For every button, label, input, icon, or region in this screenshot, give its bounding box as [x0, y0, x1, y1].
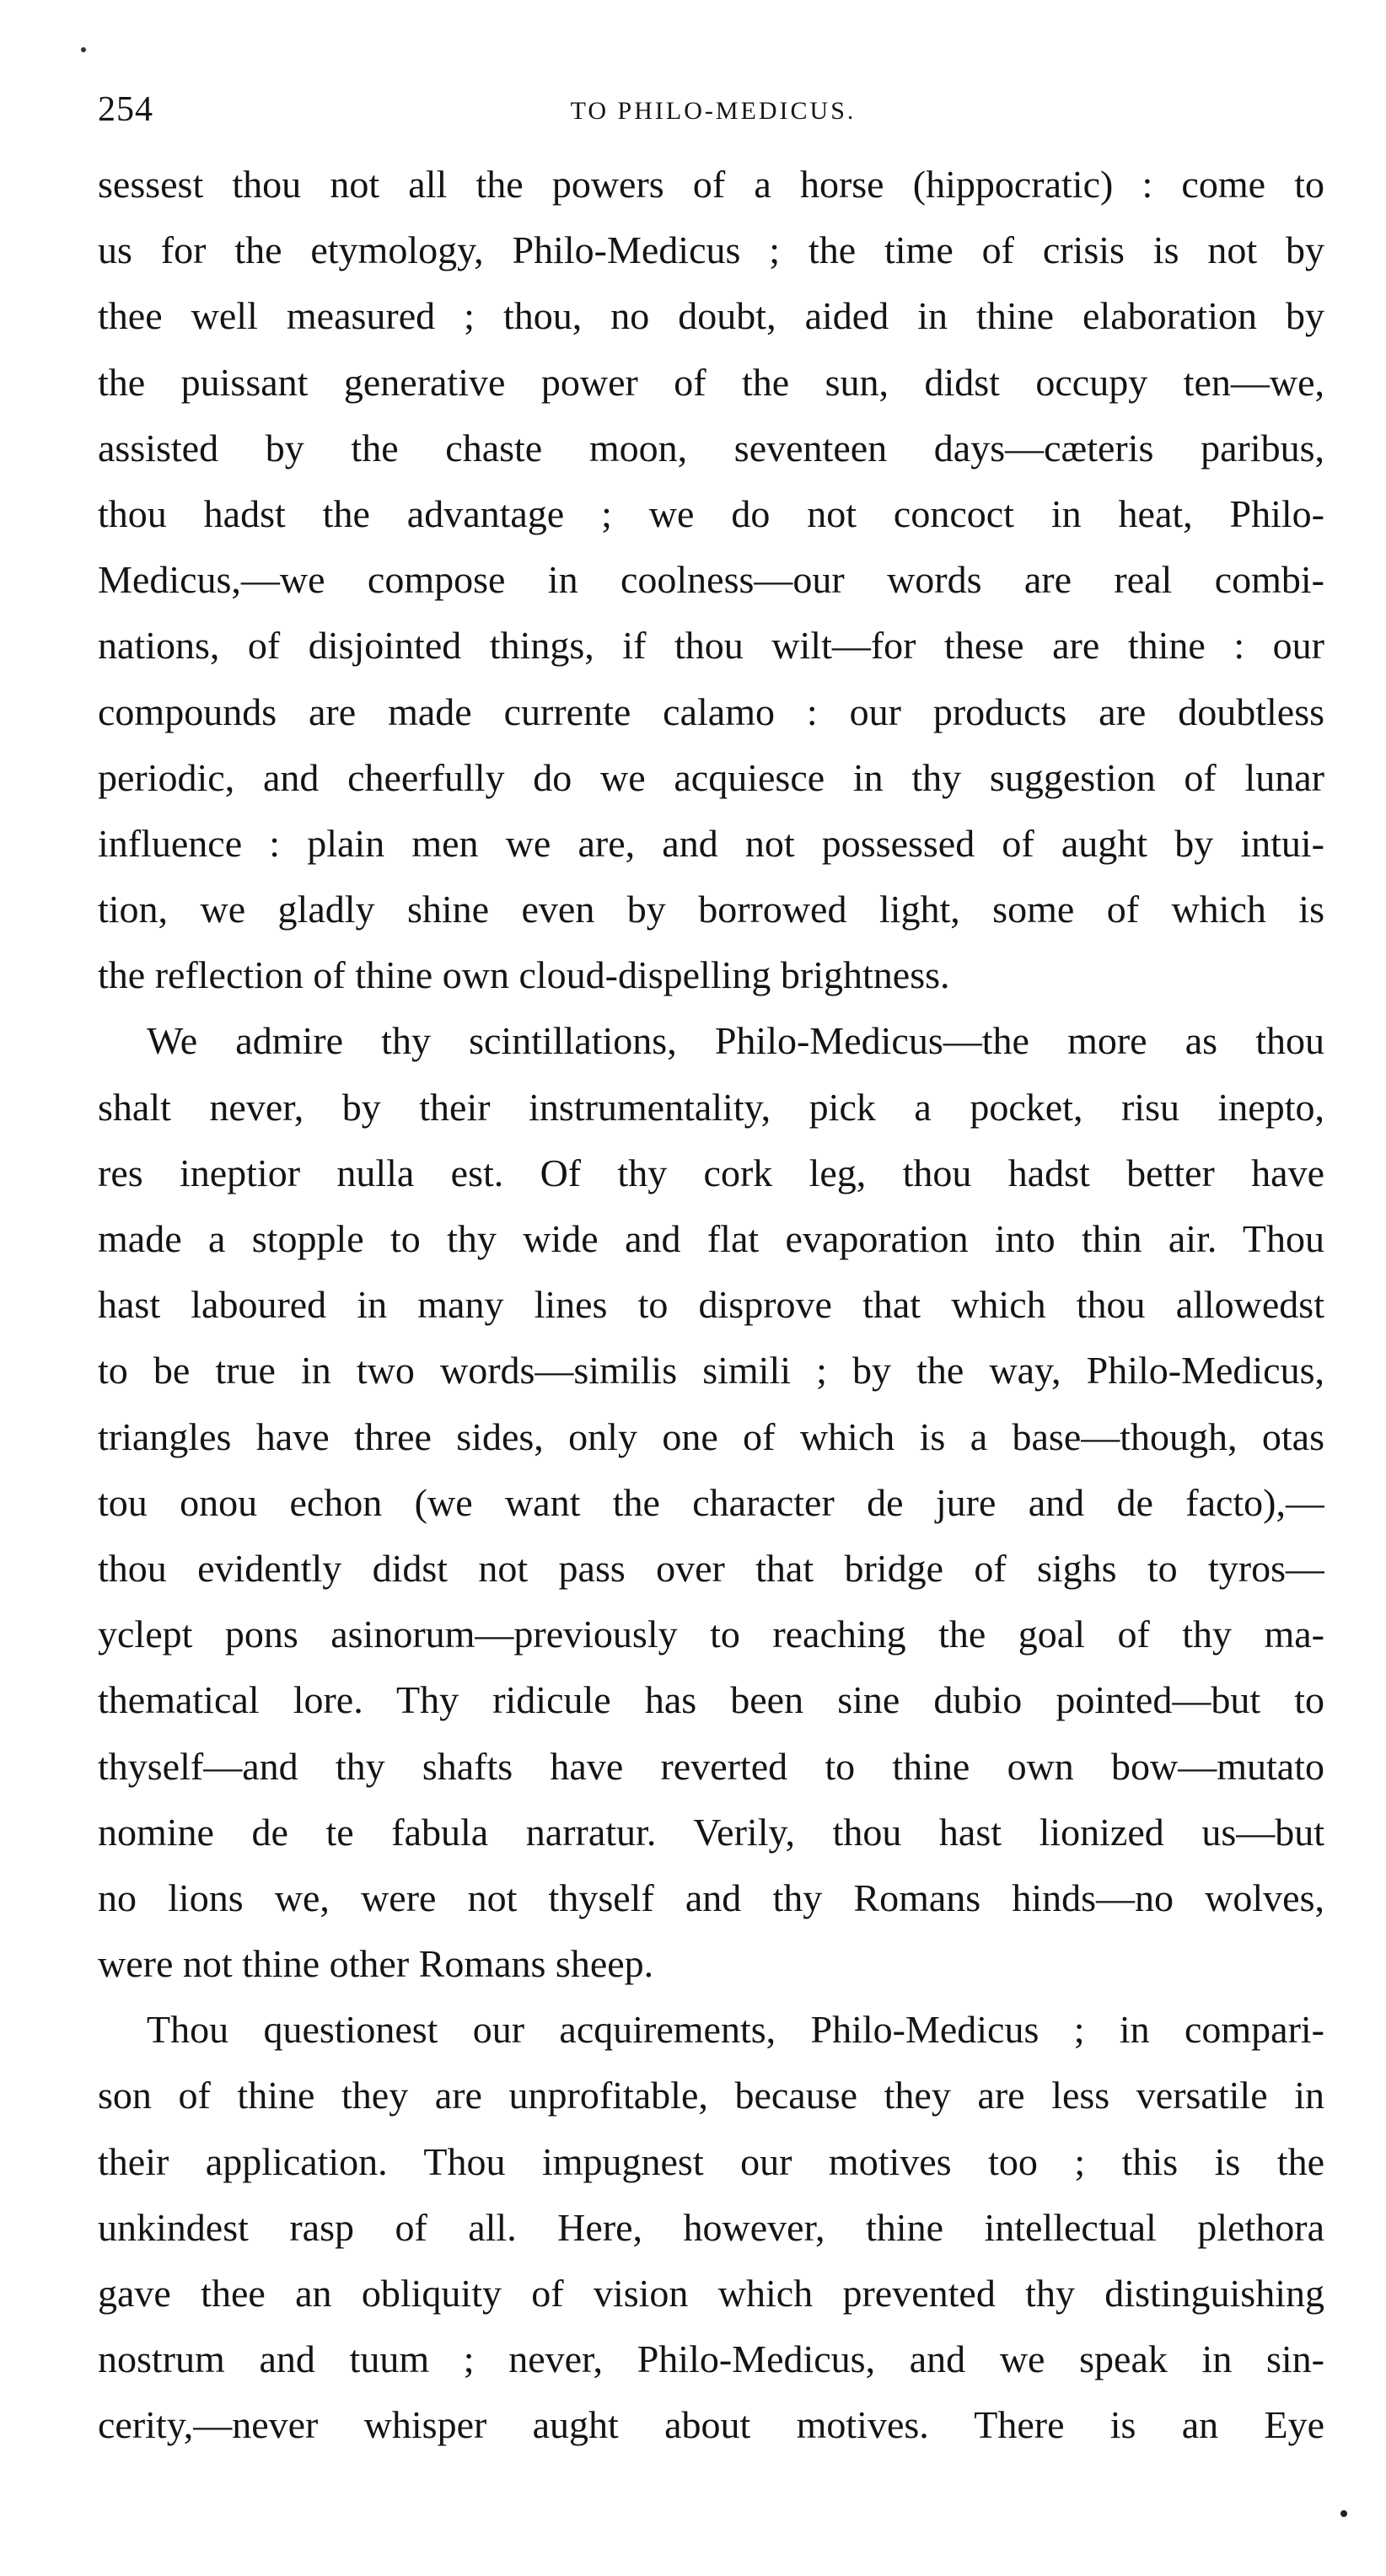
- text-line: made a stopple to thy wide and flat evaporation into thin air. Thou: [98, 1217, 1324, 1260]
- ink-speck: [81, 47, 86, 52]
- text-line: thou hadst the advantage ; we do not concoct in heat, Philo-: [98, 491, 1324, 535]
- text-line: tion, we gladly shine even by borrowed light, some of which is: [98, 888, 1324, 931]
- text-line: sessest thou not all the powers of a horse (hippocratic) : come to: [98, 163, 1324, 206]
- text-line: periodic, and cheerfully do we acquiesce in thy suggestion of lunar: [98, 755, 1324, 799]
- text-line: hast laboured in many lines to disprove that which thou allowedst: [98, 1283, 1324, 1327]
- text-line: We admire thy scintillations, Philo-Medicus—the more as thou: [147, 1019, 1324, 1063]
- text-line: were not thine other Romans sheep.: [98, 1942, 654, 1986]
- text-line: unkindest rasp of all. Here, however, thine intellectual plethora: [98, 2205, 1324, 2249]
- text-line: res ineptior nulla est. Of thy cork leg, thou hadst better have: [98, 1151, 1324, 1194]
- text-line: assisted by the chaste moon, seventeen days—cæteris paribus,: [98, 426, 1324, 470]
- text-line: son of thine they are unprofitable, because they are less versatile in: [98, 2074, 1324, 2117]
- text-line: Medicus,—we compose in coolness—our words are real combi-: [98, 558, 1324, 602]
- text-line: tou onou echon (we want the character de jure and de facto),—: [98, 1480, 1324, 1524]
- text-line: thematical lore. Thy ridicule has been sine dubio pointed—but to: [98, 1678, 1324, 1722]
- page-header: [98, 84, 1329, 135]
- text-line: thou evidently didst not pass over that bridge of sighs to tyros—: [98, 1546, 1324, 1590]
- text-line: nostrum and tuum ; never, Philo-Medicus, and we speak in sin-: [98, 2337, 1324, 2381]
- text-line: to be true in two words—similis simili ; by the way, Philo-Medicus,: [98, 1349, 1324, 1393]
- text-line: Thou questionest our acquirements, Philo-Medicus ; in compari-: [147, 2008, 1324, 2052]
- text-line: nomine de te fabula narratur. Verily, thou hast lionized us—but: [98, 1810, 1324, 1854]
- text-line: no lions we, were not thyself and thy Romans hinds—no wolves,: [98, 1876, 1324, 1919]
- paragraph: [98, 1997, 1324, 2458]
- text-line: their application. Thou impugnest our motives too ; this is the: [98, 2139, 1324, 2183]
- text-line: the puissant generative power of the sun, didst occupy ten—we,: [98, 360, 1324, 404]
- text-line: gave thee an obliquity of vision which prevented thy distinguishing: [98, 2272, 1324, 2315]
- text-line: nations, of disjointed things, if thou wilt—for these are thine : our: [98, 624, 1324, 668]
- text-line: cerity,—never whisper aught about motives. There is an Eye: [98, 2403, 1324, 2447]
- running-head: TO PHILO-MEDICUS.: [570, 97, 857, 125]
- text-line: compounds are made currente calamo : our products are doubtless: [98, 690, 1324, 733]
- text-line: the reflection of thine own cloud-dispelling brightness.: [98, 953, 950, 997]
- page-number: 254: [98, 90, 153, 129]
- text-line: us for the etymology, Philo-Medicus ; the time of crisis is not by: [98, 228, 1324, 272]
- text-line: thyself—and thy shafts have reverted to thine own bow—mutato: [98, 1744, 1324, 1788]
- paragraph: [98, 1008, 1324, 1997]
- text-line: yclept pons asinorum—previously to reaching the goal of thy ma-: [98, 1613, 1324, 1656]
- paragraph: [98, 152, 1324, 1008]
- text-line: influence : plain men we are, and not possessed of aught by intui-: [98, 821, 1324, 865]
- text-line: thee well measured ; thou, no doubt, aided in thine elaboration by: [98, 294, 1324, 338]
- text-line: shalt never, by their instrumentality, pick a pocket, risu inepto,: [98, 1085, 1324, 1129]
- ink-speck: [1340, 2510, 1347, 2517]
- text-line: triangles have three sides, only one of which is a base—though, otas: [98, 1414, 1324, 1458]
- body-text: [98, 152, 1324, 2459]
